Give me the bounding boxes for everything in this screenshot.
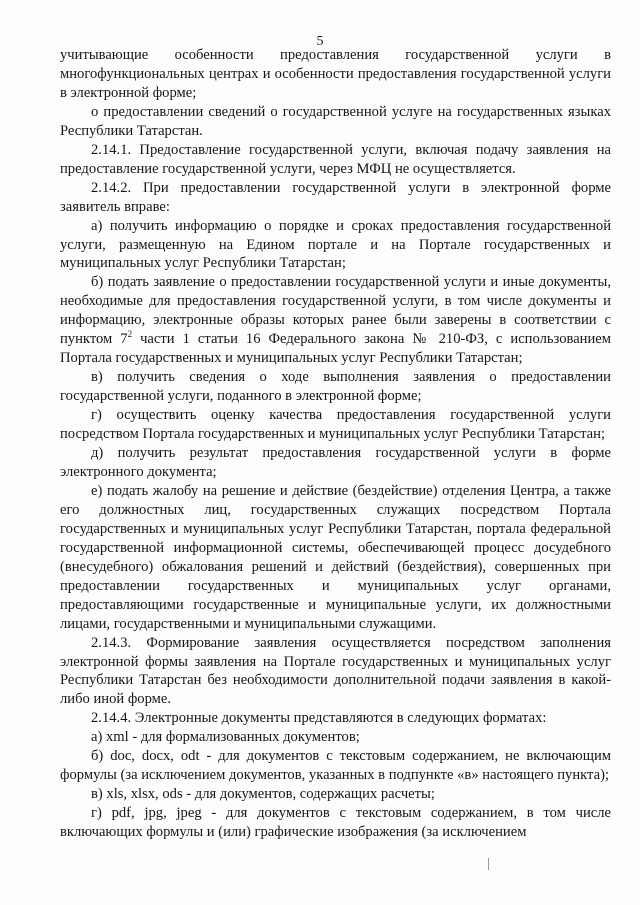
- paragraph-text: 2.14.3. Формирование заявления осуществляется посредством заполнения электронной формы заявления на Портале государственных и муниципальных услуг Республики Татарстан без необходимости дополнительной подачи заявления в какой-либо иной форме.: [60, 634, 611, 708]
- paragraph-text: б) doc, docx, odt - для документов с текстовым содержанием, не включающим формулы (за исключением документов, указанных в подпункте «в» настоящего пункта);: [60, 748, 611, 784]
- document-body: [60, 46, 611, 842]
- paragraph: [60, 747, 611, 785]
- paragraph: [60, 368, 611, 406]
- paragraph: [60, 634, 611, 710]
- paragraph: [60, 103, 611, 141]
- paragraph-text: 2.14.4. Электронные документы представляются в следующих форматах:: [91, 710, 547, 727]
- paragraph: [60, 728, 611, 747]
- paragraph: [60, 709, 611, 728]
- paragraph-text: а) xml - для формализованных документов;: [91, 729, 360, 746]
- scan-speck: [488, 858, 489, 870]
- paragraph-text: е) подать жалобу на решение и действие (бездействие) отделения Центра, а также его должностных лиц, государственных служащих посредством Портала государственных и муниципальных услуг Республики Татарстан, портала федеральной государственной информационной системы, обеспечивающей процесс досудебного (внесудебного) обжалования решений и действий (бездействия), совершенных при предоставлении государственных и муниципальных услуг органами, предоставляющими государственные и муниципальные услуги, их должностными лицами, государственными и муниципальными служащими.: [60, 482, 611, 632]
- paragraph-text: б) подать заявление о предоставлении государственной услуги и иные документы, необходимые для предоставления государственной услуги, в том числе документы и информацию, электронные образы которых ранее были заверены в соответствии с пунктом 7: [60, 274, 611, 348]
- paragraph-text: в) xls, xlsx, ods - для документов, содержащих расчеты;: [91, 786, 435, 803]
- paragraph-text: 2.14.1. Предоставление государственной услуги, включая подачу заявления на предоставление государственной услуги, через МФЦ не осуществляется.: [60, 141, 611, 177]
- paragraph: [60, 217, 611, 274]
- paragraph: [60, 273, 611, 368]
- superscript: 2: [127, 329, 133, 340]
- paragraph-text: а) получить информацию о порядке и сроках предоставления государственной услуги, размещенную на Едином портале и на Портале государственных и муниципальных услуг Республики Татарстан;: [60, 217, 611, 272]
- paragraph: [60, 804, 611, 842]
- paragraph-text: д) получить результат предоставления государственной услуги в форме электронного документа;: [60, 445, 611, 480]
- paragraph: [60, 46, 611, 103]
- paragraph: [60, 785, 611, 804]
- paragraph: [60, 482, 611, 634]
- page-number: 5: [316, 34, 324, 49]
- paragraph-text: о предоставлении сведений о государственной услуге на государственных языках Республики Татарстан.: [60, 103, 611, 139]
- paragraph-text: г) pdf, jpg, jpeg - для документов с текстовым содержанием, в том числе включающих формулы и (или) графические изображения (за исключением: [60, 805, 611, 841]
- paragraph: [60, 179, 611, 217]
- paragraph-text: учитывающие особенности предоставления государственной услуги в многофункциональных центрах и особенности предоставления государственной услуги в электронной форме;: [60, 47, 611, 101]
- paragraph: [60, 406, 611, 444]
- paragraph-text: 2.14.2. При предоставлении государственной услуги в электронной форме заявитель вправе:: [60, 179, 611, 215]
- paragraph: [60, 141, 611, 179]
- paragraph-text-continued: части 1 статьи 16 Федерального закона № 210-ФЗ, с использованием Портала государственных и муниципальных услуг Республики Татарстан;: [60, 331, 612, 367]
- paragraph-text: г) осуществить оценку качества предоставления государственной услуги посредством Портала государственных и муниципальных услуг Республики Татарстан;: [60, 407, 611, 443]
- paragraph-text: в) получить сведения о ходе выполнения заявления о предоставлении государственной услуги, поданного в электронной форме;: [60, 369, 611, 405]
- paragraph: [60, 444, 611, 482]
